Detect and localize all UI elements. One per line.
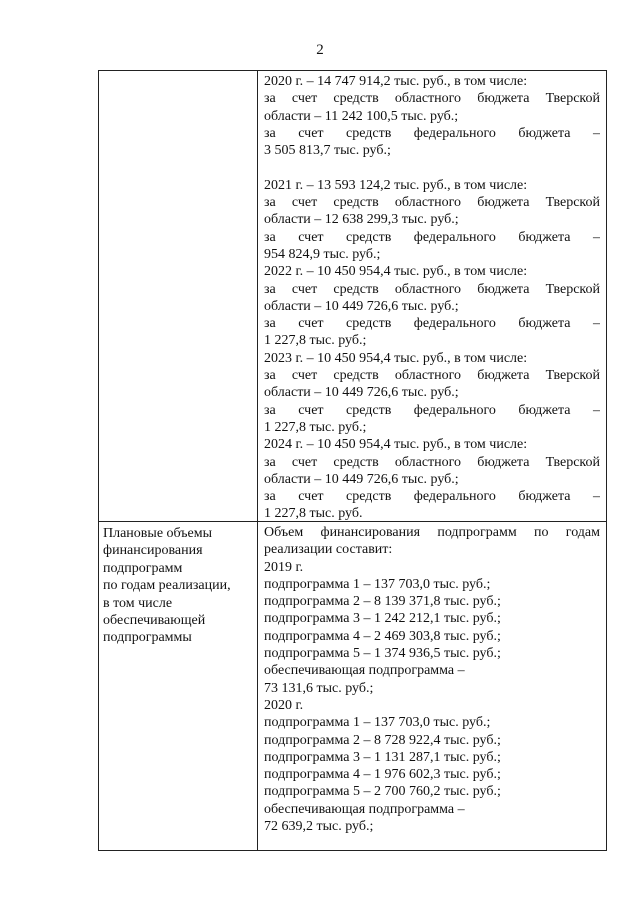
- row-label-line: подпрограммы: [103, 630, 192, 646]
- table-row-subprogram-funding: [99, 522, 606, 850]
- subprogram-funding-cell: [259, 522, 606, 850]
- row-label-line: финансирования: [103, 543, 203, 559]
- text-line: реализации составит:: [264, 542, 393, 558]
- text-line: за счет средств областного бюджета Тверской: [264, 368, 600, 384]
- row-label-line: подпрограмм: [103, 560, 183, 576]
- text-line: подпрограмма 1 – 137 703,0 тыс. руб.;: [264, 715, 491, 731]
- text-line: области – 10 449 726,6 тыс. руб.;: [264, 298, 459, 314]
- blank-line: [264, 159, 600, 176]
- text-line: за счет средств федерального бюджета –: [264, 316, 600, 332]
- text-line: за счет средств федерального бюджета –: [264, 489, 600, 505]
- text-line: подпрограмма 4 – 1 976 602,3 тыс. руб.;: [264, 767, 501, 783]
- text-line: за счет средств областного бюджета Тверской: [264, 454, 600, 470]
- text-line: подпрограмма 3 – 1 242 212,1 тыс. руб.;: [264, 611, 501, 627]
- row-label-cell: [99, 522, 257, 850]
- text-line: 1 227,8 тыс. руб.;: [264, 333, 367, 349]
- text-line: 73 131,6 тыс. руб.;: [264, 680, 374, 696]
- text-line: 2023 г. – 10 450 954,4 тыс. руб., в том числе:: [264, 350, 528, 366]
- text-line: подпрограмма 3 – 1 131 287,1 тыс. руб.;: [264, 749, 501, 765]
- funding-by-year-cell: [259, 71, 606, 521]
- text-line: обеспечивающая подпрограмма –: [264, 663, 465, 679]
- column-divider: [257, 71, 258, 521]
- text-line: области – 10 449 726,6 тыс. руб.;: [264, 471, 459, 487]
- text-line: 2021 г. – 13 593 124,2 тыс. руб., в том числе:: [264, 177, 528, 193]
- text-line: подпрограмма 5 – 1 374 936,5 тыс. руб.;: [264, 646, 501, 662]
- column-divider: [257, 522, 258, 850]
- text-line: 954 824,9 тыс. руб.;: [264, 246, 381, 262]
- text-line: 2024 г. – 10 450 954,4 тыс. руб., в том числе:: [264, 437, 528, 453]
- row-label-line: по годам реализации,: [103, 578, 231, 594]
- table-row-funding-by-year: [99, 71, 606, 522]
- text-line: области – 11 242 100,5 тыс. руб.;: [264, 108, 459, 124]
- page-number: 2: [316, 42, 324, 58]
- text-line: 2022 г. – 10 450 954,4 тыс. руб., в том числе:: [264, 264, 528, 280]
- text-line: 2019 г.: [264, 559, 304, 575]
- text-line: 2020 г. – 14 747 914,2 тыс. руб., в том числе:: [264, 74, 528, 89]
- text-line: за счет средств областного бюджета Тверской: [264, 91, 600, 107]
- text-line: подпрограмма 4 – 2 469 303,8 тыс. руб.;: [264, 628, 501, 644]
- row-label-lines: [103, 525, 257, 647]
- text-line: за счет средств федерального бюджета –: [264, 229, 600, 245]
- text-line: 1 227,8 тыс. руб.;: [264, 419, 367, 435]
- text-line: подпрограмма 1 – 137 703,0 тыс. руб.;: [264, 576, 491, 592]
- row-label-line: в том числе: [103, 595, 173, 611]
- text-line: Объем финансирования подпрограмм по годам: [264, 525, 600, 540]
- row-label-line: обеспечивающей: [103, 613, 206, 629]
- text-line: 1 227,8 тыс. руб.: [264, 506, 363, 522]
- text-line: за счет средств федерального бюджета –: [264, 402, 600, 418]
- text-line: подпрограмма 2 – 8 139 371,8 тыс. руб.;: [264, 594, 501, 610]
- text-line: за счет средств областного бюджета Тверской: [264, 195, 600, 211]
- text-line: области – 10 449 726,6 тыс. руб.;: [264, 385, 459, 401]
- passport-table: [98, 70, 607, 851]
- row-label-line: Плановые объемы: [103, 526, 213, 541]
- text-line: подпрограмма 2 – 8 728 922,4 тыс. руб.;: [264, 732, 501, 748]
- text-line: 3 505 813,7 тыс. руб.;: [264, 143, 391, 159]
- text-line: подпрограмма 5 – 2 700 760,2 тыс. руб.;: [264, 784, 501, 800]
- text-line: обеспечивающая подпрограмма –: [264, 801, 465, 817]
- text-line: области – 12 638 299,3 тыс. руб.;: [264, 212, 459, 228]
- text-line: за счет средств федерального бюджета –: [264, 125, 600, 141]
- text-line: 2020 г.: [264, 697, 304, 713]
- row-label-cell: [99, 71, 257, 521]
- text-line: 72 639,2 тыс. руб.;: [264, 819, 374, 835]
- text-line: за счет средств областного бюджета Тверской: [264, 281, 600, 297]
